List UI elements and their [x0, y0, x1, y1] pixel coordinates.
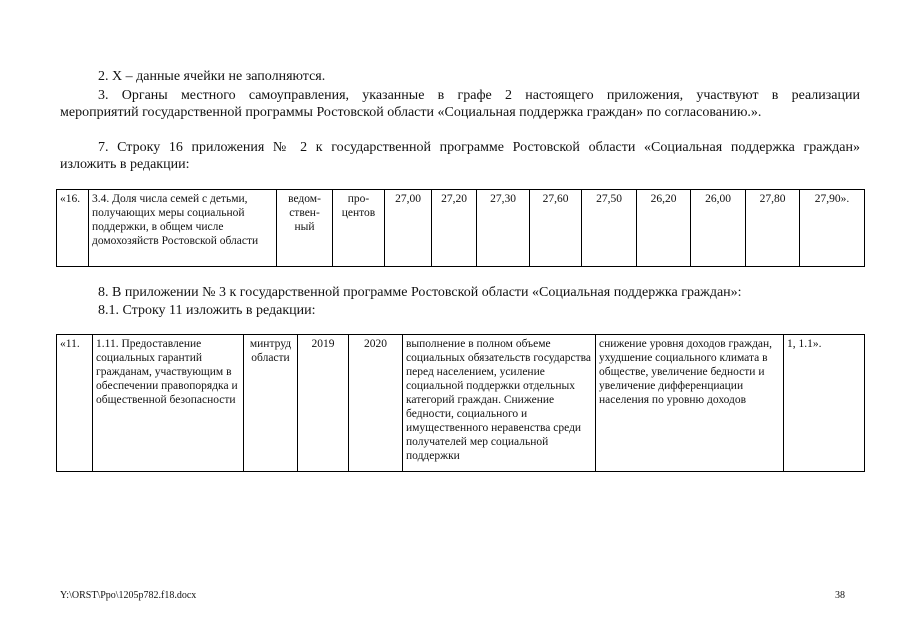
- note-item-2: 2. X – данные ячейки не заполняются.: [98, 69, 326, 84]
- table-cell-value: 27,60: [530, 190, 582, 267]
- table-cell-end-year: 2020: [349, 335, 403, 472]
- table-cell-value: 27,80: [746, 190, 800, 267]
- file-path: Y:\ORST\Ppo\1205p782.f18.docx: [60, 590, 197, 601]
- table-cell-value: 27,90».: [800, 190, 865, 267]
- table-cell-unit: про-центов: [333, 190, 385, 267]
- measure-table: [56, 334, 865, 472]
- note-item-3-line-1: 3. Органы местного самоуправления, указанные в графе 2 настоящего приложения, участвуют в реализации: [98, 88, 860, 103]
- table-cell-measure: 1.11. Предоставление социальных гарантий гражданам, участвующим в обеспечении правопорядка и общественной безопасности: [93, 335, 244, 472]
- item-8: 8. В приложении № 3 к государственной программе Ростовской области «Социальная поддержка граждан»:: [98, 285, 742, 300]
- table-cell-value: 27,00: [385, 190, 432, 267]
- table-cell-link: 1, 1.1».: [784, 335, 865, 472]
- table-row: [57, 190, 865, 267]
- table-cell-value: 27,50: [582, 190, 637, 267]
- table-cell-value: 26,00: [691, 190, 746, 267]
- table-cell-value: 27,20: [432, 190, 477, 267]
- table-cell-number: «16.: [57, 190, 89, 267]
- page-number: 38: [835, 590, 845, 601]
- table-row: [57, 335, 865, 472]
- item-7: [60, 139, 860, 173]
- indicator-table: [56, 189, 865, 267]
- table-cell-value: 26,20: [637, 190, 691, 267]
- table-cell-executor: минтруд области: [244, 335, 298, 472]
- table-cell-number: «11.: [57, 335, 93, 472]
- item-8-1: 8.1. Строку 11 изложить в редакции:: [98, 303, 316, 318]
- table-cell-consequences: снижение уровня доходов граждан, ухудшение социального климата в обществе, увеличение бедности и увеличение дифференциации населения по уровню доходов: [596, 335, 784, 472]
- table-cell-expected-result: выполнение в полном объеме социальных обязательств государства перед населением, усиление социальной поддержки отдельных категорий граждан. Снижение бедности, социального и имущественного неравенства среди получателей мер социальной поддержки: [403, 335, 596, 472]
- note-item-3-line-2: мероприятий государственной программы Ростовской области «Социальная поддержка граждан» по согласованию.».: [60, 105, 762, 120]
- note-item-3: [60, 87, 860, 121]
- table-cell-type: ведом-ствен-ный: [277, 190, 333, 267]
- table-cell-value: 27,30: [477, 190, 530, 267]
- table-cell-start-year: 2019: [298, 335, 349, 472]
- table-cell-indicator: 3.4. Доля числа семей с детьми, получающих меры социальной поддержки, в общем числе домохозяйств Ростовской области: [89, 190, 277, 267]
- item-7-line-1: 7. Строку 16 приложения № 2 к государственной программе Ростовской области «Социальная поддержка граждан»: [98, 140, 860, 155]
- item-7-line-2: изложить в редакции:: [60, 157, 190, 172]
